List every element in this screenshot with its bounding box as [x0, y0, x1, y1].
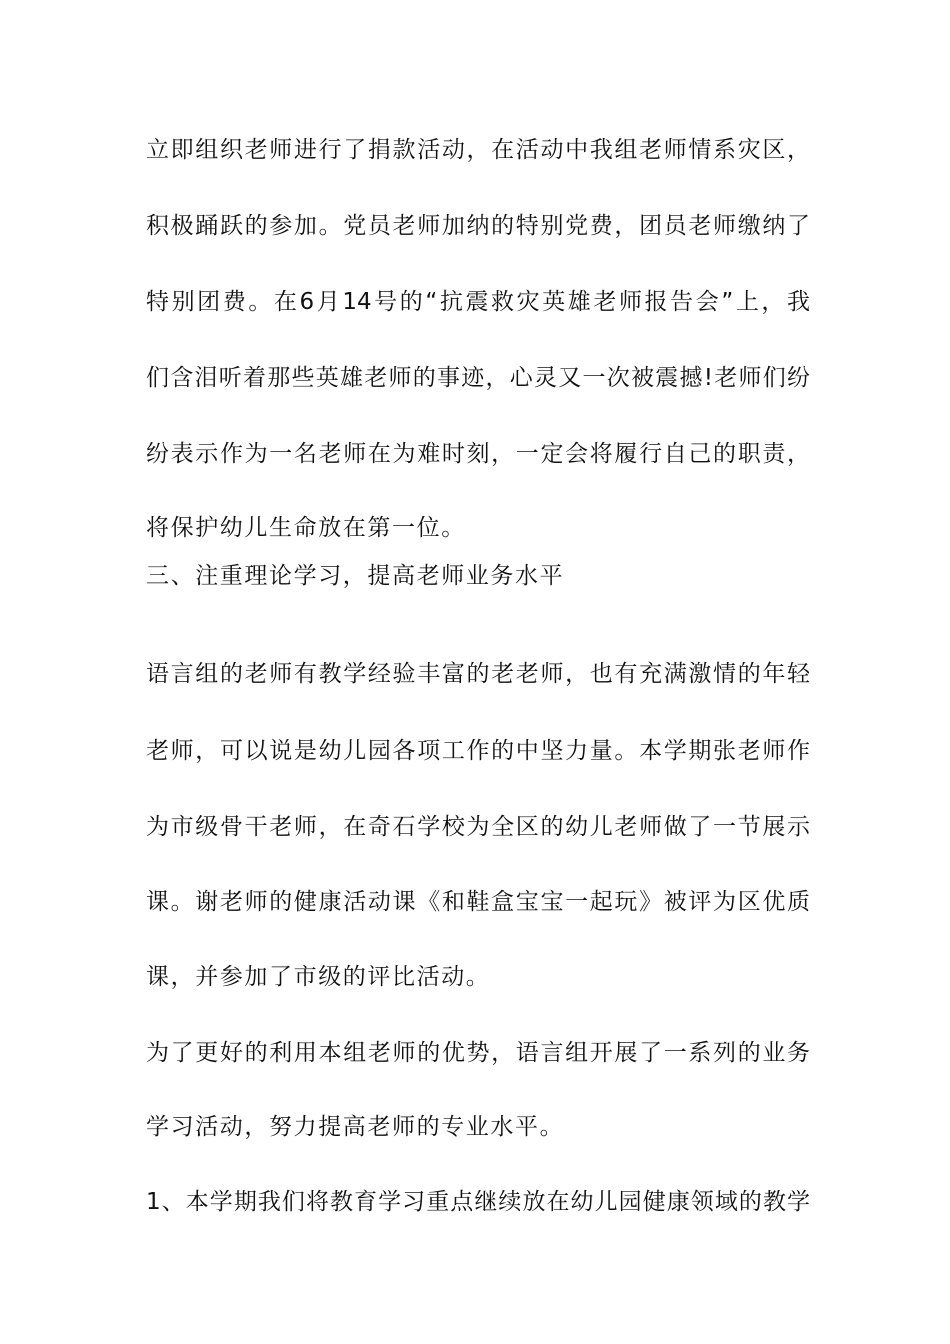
text-line: 们含泪听着那些英雄老师的事迹，心灵又一次被震撼!老师们纷	[146, 365, 810, 391]
text-line: 积极踊跃的参加。党员老师加纳的特别党费，团员老师缴纳了	[146, 213, 810, 239]
text-line: 为市级骨干老师，在奇石学校为全区的幼儿老师做了一节展示	[146, 814, 810, 840]
text-line: 课。谢老师的健康活动课《和鞋盒宝宝一起玩》被评为区优质	[146, 889, 810, 915]
section-heading: 三、注重理论学习，提高老师业务水平	[146, 563, 565, 589]
text-line: 为了更好的利用本组老师的优势，语言组开展了一系列的业务	[146, 1040, 810, 1066]
text-line: 学习活动，努力提高老师的专业水平。	[146, 1114, 565, 1140]
text-line: 老师，可以说是幼儿园各项工作的中坚力量。本学期张老师作	[146, 738, 810, 764]
text-line: 立即组织老师进行了捐款活动，在活动中我组老师情系灾区，	[146, 137, 810, 163]
text-line: 课，并参加了市级的评比活动。	[146, 964, 491, 990]
text-line: 语言组的老师有教学经验丰富的老老师，也有充满激情的年轻	[146, 661, 810, 687]
text-line: 纷表示作为一名老师在为难时刻，一定会将履行自己的职责，	[146, 441, 810, 467]
text-line: 将保护幼儿生命放在第一位。	[146, 515, 466, 541]
text-line: 特别团费。在6月14号的“抗震救灾英雄老师报告会”上，我	[146, 289, 810, 315]
text-line: 1、本学期我们将教育学习重点继续放在幼儿园健康领域的教学	[146, 1189, 810, 1215]
